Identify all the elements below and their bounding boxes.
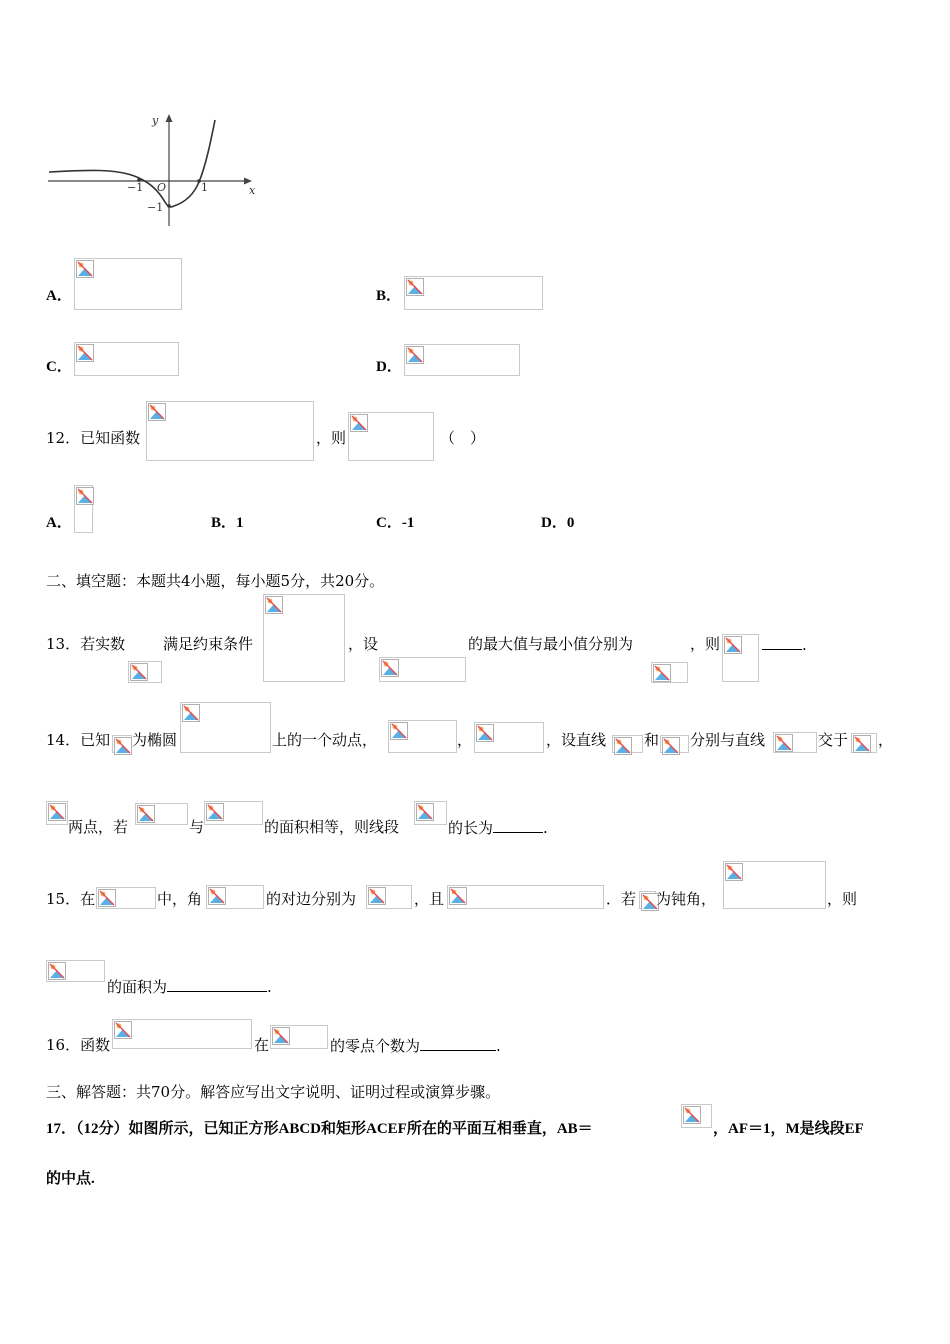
q13-text-4: ，则 <box>690 635 721 653</box>
q13-text-3: 的最大值与最小值分别为 <box>468 635 634 653</box>
origin-label: O <box>157 181 167 194</box>
broken-image-icon <box>130 663 148 681</box>
q14-point-p-image <box>112 735 132 753</box>
q13-end: . <box>802 636 807 654</box>
q12-answer-paren: （ ） <box>440 429 486 447</box>
q14-point-b-image <box>474 722 544 753</box>
q13-text-1: 满足约束条件 <box>163 635 254 653</box>
q17-ab-value-image <box>681 1104 712 1128</box>
q14-point-a-image <box>388 720 457 753</box>
q14-text-1: 为椭圆 <box>132 731 178 749</box>
y-axis-arrow <box>166 114 173 122</box>
q13-variables-image <box>128 661 162 683</box>
broken-image-icon <box>614 737 632 755</box>
q14-line-image <box>773 732 817 753</box>
tick-label-neg1-x: −1 <box>127 181 144 194</box>
broken-image-icon <box>137 805 155 823</box>
broken-image-icon <box>406 346 424 364</box>
broken-image-icon <box>182 704 200 722</box>
q14-text-5: 和 <box>644 731 660 749</box>
broken-image-icon <box>724 636 742 654</box>
q13-constraints-image <box>263 594 345 682</box>
q13-result-image <box>722 634 759 682</box>
x-axis-label: x <box>249 184 256 197</box>
broken-image-icon <box>98 889 116 907</box>
option-b-label: B． <box>376 288 402 304</box>
q15-text-6: ，则 <box>827 890 858 908</box>
option-d-image <box>404 344 520 376</box>
function-graph <box>44 110 264 232</box>
q14-text-7: 交于 <box>818 731 849 749</box>
q13-prefix: 13．若实数 <box>46 635 126 653</box>
broken-image-icon <box>114 1021 132 1039</box>
option-d-label: D． <box>376 359 402 375</box>
broken-image-icon <box>853 735 871 753</box>
q14-text-2: 上的一个动点， <box>272 731 378 749</box>
q14-end: . <box>543 819 548 837</box>
q12-prefix: 12．已知函数 <box>46 429 141 447</box>
q17-line-2: 的中点. <box>46 1171 95 1187</box>
q15-sides-image <box>366 885 412 909</box>
broken-image-icon <box>683 1106 701 1124</box>
q14-line-pa-image <box>612 735 643 753</box>
q16-line <box>330 1036 501 1055</box>
q14-line2-text-4 <box>448 818 548 837</box>
q15-text-2: 的对边分别为 <box>266 890 357 908</box>
q15-text-1: 中，角 <box>157 890 203 908</box>
broken-image-icon <box>148 403 166 421</box>
broken-image-icon <box>390 722 408 740</box>
q14-segment-image <box>414 801 447 825</box>
point-y-neg1 <box>167 204 171 208</box>
q14-triangle-2-image <box>204 801 263 825</box>
broken-image-icon <box>653 664 671 682</box>
option-c-image <box>74 342 179 376</box>
q17-text-1: ，AF＝1，M是线段EF <box>713 1121 864 1137</box>
broken-image-icon <box>416 803 434 821</box>
q16-prefix: 16．函数 <box>46 1036 111 1054</box>
q15-angle-image <box>639 891 656 909</box>
broken-image-icon <box>406 278 424 296</box>
q13-text-2: ，设 <box>348 635 379 653</box>
q12-option-a-image <box>74 485 93 533</box>
broken-image-icon <box>76 260 94 278</box>
q13-objective-image <box>379 657 466 682</box>
broken-image-icon <box>206 803 224 821</box>
q14-line2-text-2: 与 <box>189 818 205 836</box>
q14-triangle-1-image <box>135 803 188 825</box>
broken-image-icon <box>350 414 368 432</box>
q14-text-6: 分别与直线 <box>690 731 766 749</box>
tick-label-neg1-y: −1 <box>147 201 164 214</box>
q15-condition-image <box>447 885 604 909</box>
q12-option-a: A． <box>46 515 72 531</box>
q13-answer-line <box>762 635 807 654</box>
option-a-label: A． <box>46 288 72 304</box>
q12-option-b: B．1 <box>211 515 244 531</box>
q15-text-5: 为钝角， <box>656 890 717 908</box>
broken-image-icon <box>208 887 226 905</box>
q12-expression-image <box>348 412 434 461</box>
q14-prefix: 14．已知 <box>46 731 111 749</box>
q14-text-4: ，设直线 <box>546 731 607 749</box>
option-b-image <box>404 276 543 310</box>
q13-maxmin-image <box>651 662 688 683</box>
q15-line2 <box>107 977 272 996</box>
broken-image-icon <box>449 887 467 905</box>
q14-point-m-image <box>851 733 877 753</box>
q12-mid: ，则 <box>316 429 347 447</box>
q12-function-image <box>146 401 314 461</box>
broken-image-icon <box>48 803 66 821</box>
broken-image-icon <box>368 887 386 905</box>
section-3-heading: 三、解答题：共70分。解答应写出文字说明、证明过程或演算步骤。 <box>46 1083 501 1101</box>
broken-image-icon <box>265 596 283 614</box>
q14-line2-text-3: 的面积相等，则线段 <box>264 818 400 836</box>
q16-function-image <box>112 1019 252 1049</box>
q12-option-c: C．-1 <box>376 515 415 531</box>
broken-image-icon <box>476 724 494 742</box>
q15-text-4: ．若 <box>606 890 637 908</box>
q14-length-label: 的长为 <box>448 819 494 837</box>
q17-prefix: 17．（12分）如图所示，已知正方形ABCD和矩形ACEF所在的平面互相垂直，AB＝ <box>46 1121 593 1137</box>
q16-end: . <box>496 1037 501 1055</box>
section-2-heading: 二、填空题：本题共4小题，每小题5分，共20分。 <box>46 572 385 590</box>
broken-image-icon <box>381 659 399 677</box>
q15-value-image <box>723 861 826 909</box>
broken-image-icon <box>775 734 793 752</box>
broken-image-icon <box>48 962 66 980</box>
q14-line2-text-1: 两点，若 <box>68 818 129 836</box>
q14-point-n-image <box>46 801 68 825</box>
broken-image-icon <box>76 344 94 362</box>
q15-triangle-image <box>96 887 156 909</box>
q15-triangle-2-image <box>46 960 105 982</box>
q12-option-d: D．0 <box>541 515 575 531</box>
q15-end: . <box>267 978 272 996</box>
q15-prefix: 15．在 <box>46 890 96 908</box>
broken-image-icon <box>76 487 94 505</box>
q16-text-2: 的零点个数为 <box>330 1037 421 1055</box>
q15-angles-image <box>206 885 264 909</box>
q16-text-1: 在 <box>254 1036 270 1054</box>
y-axis-label: y <box>152 114 159 127</box>
broken-image-icon <box>725 863 743 881</box>
q15-text-3: ，且 <box>414 890 445 908</box>
broken-image-icon <box>272 1027 290 1045</box>
q16-interval-image <box>270 1025 328 1049</box>
q14-text-3: ， <box>457 731 473 749</box>
broken-image-icon <box>662 737 680 755</box>
option-c-label: C． <box>46 359 72 375</box>
broken-image-icon <box>114 737 132 755</box>
q14-line-pb-image <box>660 735 689 753</box>
q14-ellipse-image <box>180 702 271 753</box>
tick-label-1-x: 1 <box>201 181 208 194</box>
q15-area-label: 的面积为 <box>107 978 168 996</box>
q14-text-8: ， <box>878 731 894 749</box>
option-a-image <box>74 258 182 310</box>
